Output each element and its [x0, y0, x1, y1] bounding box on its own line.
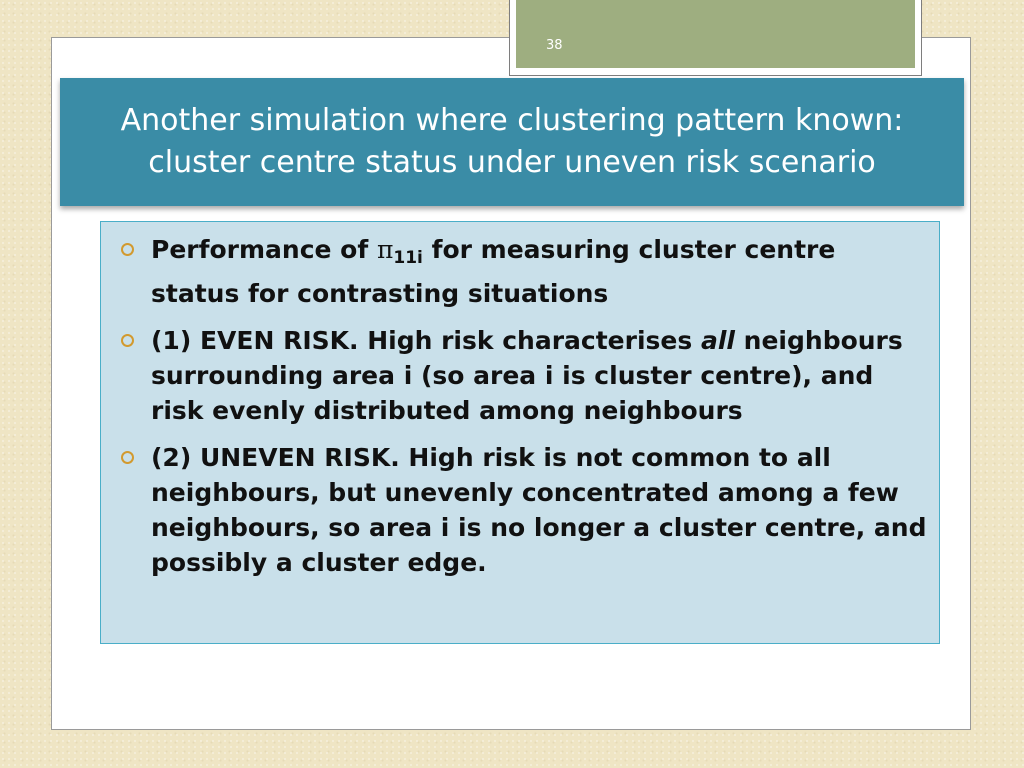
bullet-item-uneven-risk [101, 440, 929, 580]
slide-number-tab [509, 0, 922, 76]
slide-number: 38 [546, 38, 563, 53]
bullet-2-emphasis: all [700, 326, 735, 355]
ring-bullet-icon [121, 243, 134, 256]
bullet-item-even-risk [101, 323, 929, 428]
bullet-2-post: neighbours surrounding area i (so area i is cluster centre), and risk evenly distributed among neighbours [151, 326, 903, 425]
ring-bullet-icon [121, 334, 134, 347]
ring-bullet-icon [121, 451, 134, 464]
bullet-3-text: (2) UNEVEN RISK. High risk is not common to all neighbours, but unevenly concentrated among a few neighbours, so area i is no longer a cluster centre, and possibly a cluster edge. [151, 443, 927, 577]
pi-subscript: 11i [393, 248, 423, 268]
pi-symbol: π [376, 235, 394, 264]
bullet-1-post: for measuring cluster centre status for contrasting situations [151, 235, 836, 308]
title-banner [60, 78, 964, 206]
bullet-2-pre: (1) EVEN RISK. High risk characterises [151, 326, 701, 355]
slide-number-tab-fill [516, 0, 915, 68]
bullet-list [101, 222, 939, 580]
slide-title: Another simulation where clustering pattern known: cluster centre status under uneven risk scenario [120, 103, 904, 180]
bullet-item-performance [101, 232, 929, 311]
bullet-1-pre: Performance of [151, 235, 377, 264]
content-box [100, 221, 940, 644]
